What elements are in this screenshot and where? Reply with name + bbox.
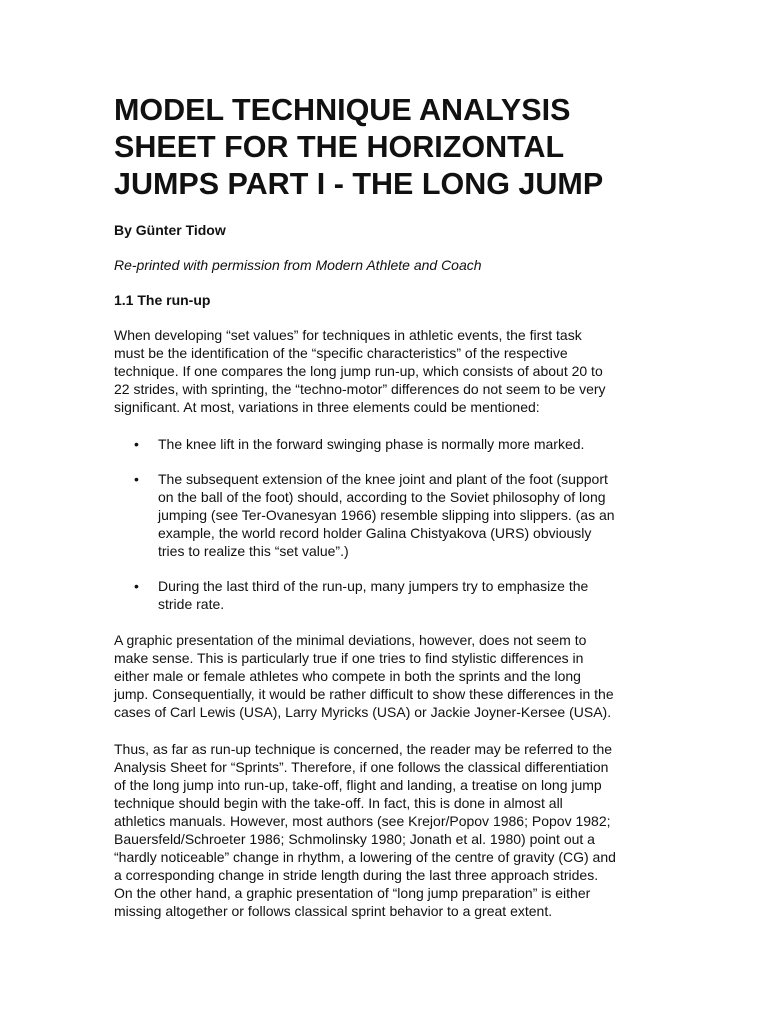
paragraph-line: either male or female athletes who compete in both the sprints and the long — [114, 668, 581, 684]
intro-paragraph — [114, 326, 659, 416]
bullet-line: The knee lift in the forward swinging phase is normally more marked. — [158, 436, 585, 452]
bullet-marker: • — [134, 578, 139, 594]
paragraph-line: make sense. This is particularly true if one tries to find stylistic differences in — [114, 650, 584, 666]
paragraph-line: athletics manuals. However, most authors (see Krejor/Popov 1986; Popov 1982; — [114, 813, 611, 829]
paragraph-line: “hardly noticeable” change in rhythm, a lowering of the centre of gravity (CG) and — [114, 849, 616, 865]
paragraph-line: technique. If one compares the long jump run-up, which consists of about 20 to — [114, 363, 603, 379]
bullet-marker: • — [134, 471, 139, 487]
paragraph-line: of the long jump into run-up, take-off, flight and landing, a treatise on long jump — [114, 777, 602, 793]
paragraph-line: jump. Consequentially, it would be rather difficult to show these differences in the — [114, 686, 614, 702]
body-paragraph-3 — [114, 740, 659, 920]
bullet-line: stride rate. — [158, 596, 225, 612]
paragraph-line: Thus, as far as run-up technique is concerned, the reader may be referred to the — [114, 741, 613, 757]
bullet-list — [114, 435, 659, 613]
paragraph-line: a corresponding change in stride length during the last three approach strides. — [114, 867, 599, 883]
list-item — [114, 470, 659, 560]
paragraph-line: 22 strides, with sprinting, the “techno-motor” differences do not seem to be very — [114, 381, 606, 397]
paragraph-line: missing altogether or follows classical sprint behavior to a great extent. — [114, 903, 553, 919]
bullet-line: on the ball of the foot) should, according to the Soviet philosophy of long — [158, 489, 606, 505]
title-line-3: JUMPS PART I - THE LONG JUMP — [114, 167, 604, 201]
title-line-1: MODEL TECHNIQUE ANALYSIS — [114, 93, 571, 127]
paragraph-line: When developing “set values” for techniques in athletic events, the first task — [114, 327, 582, 343]
bullet-marker: • — [134, 436, 139, 452]
reprint-note: Re-printed with permission from Modern Athlete and Coach — [114, 257, 482, 273]
paragraph-line: On the other hand, a graphic presentation of “long jump preparation” is either — [114, 885, 591, 901]
bullet-line: During the last third of the run-up, many jumpers try to emphasize the — [158, 578, 589, 594]
bullet-line: jumping (see Ter-Ovanesyan 1966) resemble slipping into slippers. (as an — [158, 507, 615, 523]
paragraph-line: technique should begin with the take-off. In fact, this is done in almost all — [114, 795, 563, 811]
list-item — [114, 435, 659, 453]
bullet-line: The subsequent extension of the knee joint and plant of the foot (support — [158, 471, 608, 487]
bullet-line: example, the world record holder Galina Chistyakova (URS) obviously — [158, 525, 592, 541]
paragraph-line: significant. At most, variations in three elements could be mentioned: — [114, 399, 540, 415]
author-byline: By Günter Tidow — [114, 222, 226, 238]
paragraph-line: must be the identification of the “specific characteristics” of the respective — [114, 345, 568, 361]
body-paragraph-2 — [114, 631, 659, 721]
document-title — [114, 92, 659, 203]
document-page — [114, 92, 659, 939]
title-line-2: SHEET FOR THE HORIZONTAL — [114, 130, 565, 164]
section-heading: 1.1 The run-up — [114, 292, 211, 308]
paragraph-line: Bauersfeld/Schroeter 1986; Schmolinsky 1980; Jonath et al. 1980) point out a — [114, 831, 595, 847]
paragraph-line: cases of Carl Lewis (USA), Larry Myricks (USA) or Jackie Joyner-Kersee (USA). — [114, 704, 612, 720]
paragraph-line: Analysis Sheet for “Sprints”. Therefore, if one follows the classical differentiation — [114, 759, 609, 775]
list-item — [114, 577, 659, 613]
paragraph-line: A graphic presentation of the minimal deviations, however, does not seem to — [114, 632, 587, 648]
bullet-line: tries to realize this “set value”.) — [158, 543, 349, 559]
